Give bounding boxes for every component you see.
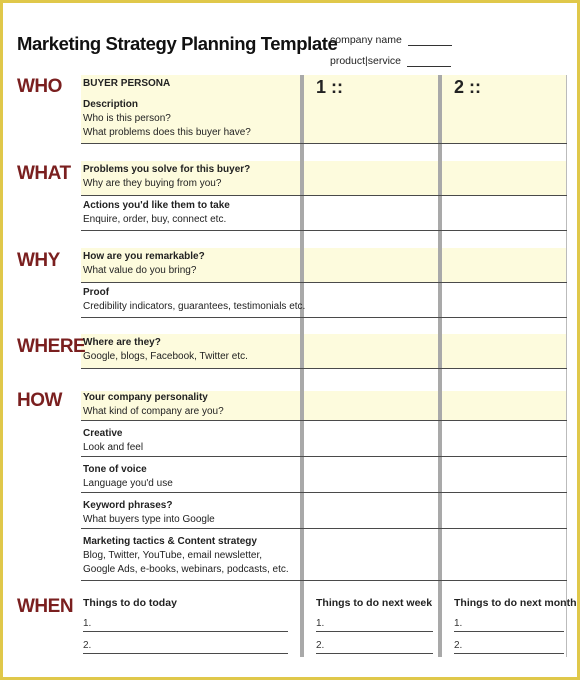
todo-line[interactable] bbox=[454, 653, 564, 654]
row-rule bbox=[81, 528, 567, 529]
problems-prompt: Why are they buying from you? bbox=[83, 178, 222, 189]
todo-today-heading: Things to do today bbox=[83, 597, 177, 609]
tone-row bbox=[83, 463, 173, 491]
todo-today-item-1: 1. bbox=[83, 618, 92, 629]
actions-row bbox=[83, 199, 230, 227]
buyer-persona-heading: BUYER PERSONA bbox=[83, 78, 171, 89]
proof-row bbox=[83, 286, 305, 314]
todo-line[interactable] bbox=[316, 653, 433, 654]
keyword-row bbox=[83, 499, 215, 527]
company-name-line bbox=[408, 45, 452, 46]
creative-heading: Creative bbox=[83, 428, 123, 439]
row-rule bbox=[81, 420, 567, 421]
remarkable-heading: How are you remarkable? bbox=[83, 251, 205, 262]
tactics-prompt-2: Google Ads, e-books, webinars, podcasts, etc. bbox=[83, 564, 289, 575]
creative-prompt: Look and feel bbox=[83, 442, 144, 453]
where-prompt: Google, blogs, Facebook, Twitter etc. bbox=[83, 351, 248, 362]
row-rule bbox=[81, 456, 567, 457]
tactics-row bbox=[83, 535, 289, 577]
row-rule bbox=[81, 317, 567, 318]
company-name-field bbox=[330, 34, 452, 46]
section-what: WHAT bbox=[17, 163, 71, 184]
tone-prompt: Language you'd use bbox=[83, 478, 173, 489]
todo-today-item-2: 2. bbox=[83, 640, 92, 651]
buyer-persona-row bbox=[83, 77, 170, 91]
section-why: WHY bbox=[17, 250, 60, 271]
description-row bbox=[83, 98, 251, 140]
keyword-prompt: What buyers type into Google bbox=[83, 514, 215, 525]
column-divider-2 bbox=[438, 75, 442, 657]
column-2-header: 2 :: bbox=[454, 77, 481, 97]
column-1-header: 1 :: bbox=[316, 77, 343, 97]
section-where: WHERE bbox=[17, 336, 86, 357]
personality-heading: Your company personality bbox=[83, 392, 208, 403]
column-divider-right bbox=[566, 75, 567, 657]
product-service-label: product|service bbox=[330, 55, 402, 67]
section-who: WHO bbox=[17, 76, 62, 97]
proof-heading: Proof bbox=[83, 287, 110, 298]
personality-prompt: What kind of company are you? bbox=[83, 406, 224, 417]
personality-row bbox=[83, 391, 224, 419]
todo-line[interactable] bbox=[316, 631, 433, 632]
column-divider-1 bbox=[300, 75, 304, 657]
todo-week-item-2: 2. bbox=[316, 640, 325, 651]
row-rule bbox=[81, 143, 567, 144]
todo-week-item-1: 1. bbox=[316, 618, 325, 629]
where-heading: Where are they? bbox=[83, 337, 161, 348]
row-rule bbox=[81, 195, 567, 196]
row-rule bbox=[81, 282, 567, 283]
creative-row bbox=[83, 427, 143, 455]
problems-row bbox=[83, 163, 250, 191]
section-how: HOW bbox=[17, 390, 62, 411]
product-service-line bbox=[407, 66, 451, 67]
problems-heading: Problems you solve for this buyer? bbox=[83, 164, 251, 175]
product-service-field bbox=[330, 55, 451, 67]
keyword-heading: Keyword phrases? bbox=[83, 500, 173, 511]
todo-next-week-heading: Things to do next week bbox=[316, 597, 433, 609]
page-title: Marketing Strategy Planning Template bbox=[17, 33, 338, 54]
todo-line[interactable] bbox=[83, 631, 288, 632]
todo-next-month-heading: Things to do next month bbox=[454, 597, 577, 609]
where-row bbox=[83, 336, 248, 364]
remarkable-prompt: What value do you bring? bbox=[83, 265, 197, 276]
tactics-prompt-1: Blog, Twitter, YouTube, email newsletter, bbox=[83, 550, 262, 561]
row-rule bbox=[81, 368, 567, 369]
description-heading: Description bbox=[83, 99, 139, 110]
todo-month-item-1: 1. bbox=[454, 618, 463, 629]
proof-prompt: Credibility indicators, guarantees, testimonials etc. bbox=[83, 301, 306, 312]
actions-heading: Actions you'd like them to take bbox=[83, 200, 230, 211]
company-name-label: company name bbox=[330, 34, 402, 46]
todo-month-item-2: 2. bbox=[454, 640, 463, 651]
remarkable-row bbox=[83, 250, 205, 278]
todo-line[interactable] bbox=[454, 631, 564, 632]
row-rule bbox=[81, 230, 567, 231]
tactics-heading: Marketing tactics & Content strategy bbox=[83, 536, 257, 547]
row-rule bbox=[81, 492, 567, 493]
todo-line[interactable] bbox=[83, 653, 288, 654]
section-when: WHEN bbox=[17, 596, 74, 617]
description-prompt-1: Who is this person? bbox=[83, 113, 171, 124]
description-prompt-2: What problems does this buyer have? bbox=[83, 127, 251, 138]
row-rule bbox=[81, 580, 567, 581]
tone-heading: Tone of voice bbox=[83, 464, 147, 475]
actions-prompt: Enquire, order, buy, connect etc. bbox=[83, 214, 227, 225]
